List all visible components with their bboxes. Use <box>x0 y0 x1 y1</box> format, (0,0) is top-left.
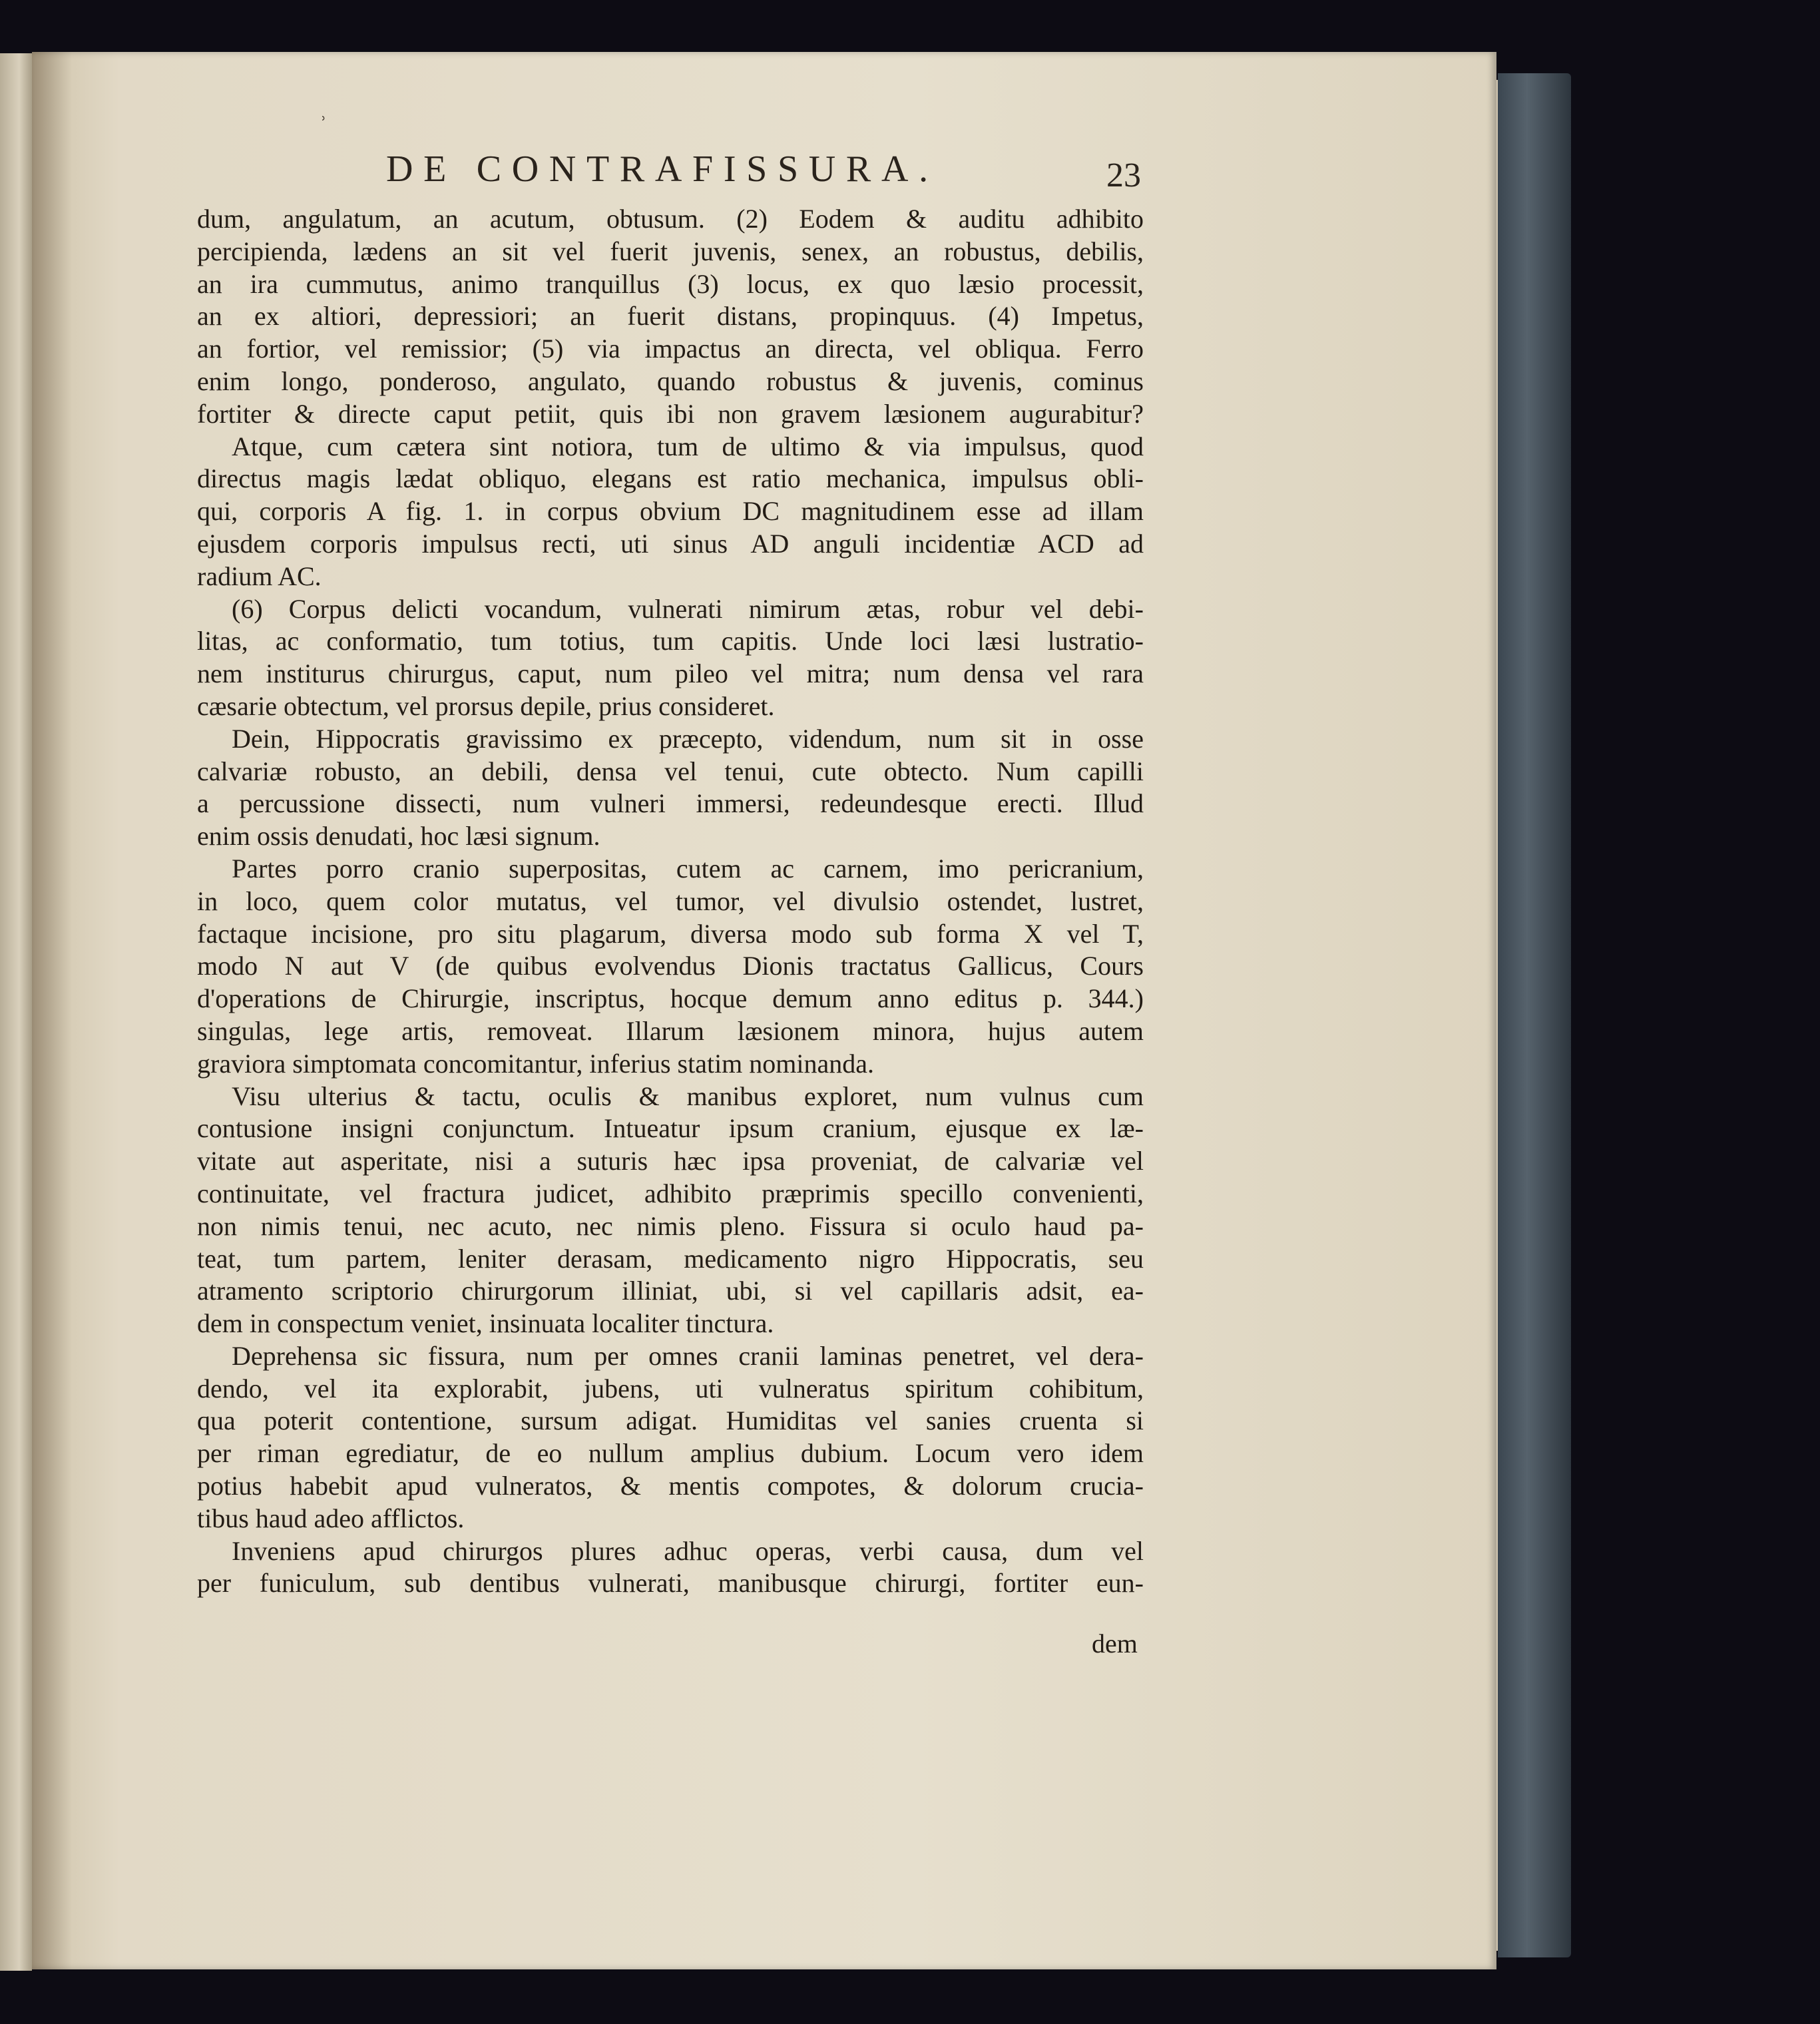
text-line: singulas, lege artis, removeat. Illarum læsionem minora, hujus autem <box>197 1015 1144 1046</box>
text-line: directus magis lædat obliquo, elegans est ratio mechanica, impulsus obli- <box>197 463 1144 494</box>
text-line: fortiter & directe caput petiit, quis ibi non gravem læsionem augurabitur? <box>197 398 1144 429</box>
left-facing-page-edge <box>0 53 32 1971</box>
gutter-shadow <box>32 52 72 1969</box>
text-line: modo N aut V (de quibus evolvendus Dionis tractatus Gallicus, Cours <box>197 951 1144 981</box>
running-head: DE CONTRAFISSURA. <box>386 148 939 190</box>
text-line: dum, angulatum, an acutum, obtusum. (2) Eodem & auditu adhibito <box>197 204 1144 234</box>
page-number: 23 <box>1106 156 1141 194</box>
printer-mark: ʾ <box>320 113 328 138</box>
text-line: Atque, cum cætera sint notiora, tum de ultimo & via impulsus, quod <box>232 431 1144 461</box>
text-line: enim longo, ponderoso, angulato, quando robustus & juvenis, cominus <box>197 366 1144 396</box>
text-line: teat, tum partem, leniter derasam, medicamento nigro Hippocratis, seu <box>197 1243 1144 1274</box>
text-line: qua poterit contentione, sursum adigat. Humiditas vel sanies cruenta si <box>197 1405 1144 1436</box>
text-line: in loco, quem color mutatus, vel tumor, vel divulsio ostendet, lustret, <box>197 886 1144 916</box>
text-line: graviora simptomata concomitantur, inferius statim nominanda. <box>197 1048 875 1079</box>
text-line: radium AC. <box>197 561 322 591</box>
text-line: an fortior, vel remissior; (5) via impactus an directa, vel obliqua. Ferro <box>197 334 1144 364</box>
text-line: continuitate, vel fractura judicet, adhibito præprimis specillo convenienti, <box>197 1178 1144 1208</box>
text-line: an ex altiori, depressiori; an fuerit distans, propinquus. (4) Impetus, <box>197 301 1144 332</box>
text-line: nem institurus chirurgus, caput, num pileo vel mitra; num densa vel rara <box>197 658 1144 689</box>
text-line: (6) Corpus delicti vocandum, vulnerati nimirum ætas, robur vel debi- <box>232 593 1144 624</box>
text-line: Inveniens apud chirurgos plures adhuc operas, verbi causa, dum vel <box>232 1535 1144 1566</box>
text-line: Dein, Hippocratis gravissimo ex præcepto, videndum, num sit in osse <box>232 723 1144 754</box>
text-line: litas, ac conformatio, tum totius, tum capitis. Unde loci læsi lustratio- <box>197 626 1144 656</box>
catchword: dem <box>1092 1629 1138 1658</box>
text-line: atramento scriptorio chirurgorum illiniat, ubi, si vel capillaris adsit, ea- <box>197 1276 1144 1306</box>
text-line: per funiculum, sub dentibus vulnerati, manibusque chirurgi, fortiter eun- <box>197 1568 1144 1599</box>
text-line: a percussione dissecti, num vulneri immersi, redeundesque erecti. Illud <box>197 788 1144 819</box>
text-line: Partes porro cranio superpositas, cutem ac carnem, imo pericranium, <box>232 853 1144 884</box>
text-line: non nimis tenui, nec acuto, nec nimis pleno. Fissura si oculo haud pa- <box>197 1210 1144 1241</box>
text-line: qui, corporis A fig. 1. in corpus obvium DC magnitudinem esse ad illam <box>197 496 1144 527</box>
text-line: Visu ulterius & tactu, oculis & manibus exploret, num vulnus cum <box>232 1081 1144 1111</box>
text-line: calvariæ robusto, an debili, densa vel tenui, cute obtecto. Num capilli <box>197 756 1144 786</box>
text-line: Deprehensa sic fissura, num per omnes cranii laminas penetret, vel dera- <box>232 1340 1144 1371</box>
text-line: tibus haud adeo afflictos. <box>197 1503 465 1533</box>
text-line: vitate aut asperitate, nisi a suturis hæc ipsa proveniat, de calvariæ vel <box>197 1146 1144 1176</box>
text-line: dendo, vel ita explorabit, jubens, uti vulneratus spiritum cohibitum, <box>197 1373 1144 1403</box>
text-line: per riman egrediatur, de eo nullum amplius dubium. Locum vero idem <box>197 1438 1144 1469</box>
text-line: enim ossis denudati, hoc læsi signum. <box>197 821 600 852</box>
text-line: factaque incisione, pro situ plagarum, diversa modo sub forma X vel T, <box>197 918 1144 949</box>
text-line: d'operations de Chirurgie, inscriptus, hocque demum anno editus p. 344.) <box>197 983 1144 1014</box>
text-line: potius habebit apud vulneratos, & mentis compotes, & dolorum crucia- <box>197 1471 1144 1501</box>
text-line: contusione insigni conjunctum. Intueatur ipsum cranium, ejusque ex læ- <box>197 1113 1144 1144</box>
text-line: an ira cummutus, animo tranquillus (3) locus, ex quo læsio processit, <box>197 268 1144 299</box>
text-line: cæsarie obtectum, vel prorsus depile, prius consideret. <box>197 690 775 721</box>
text-line: percipienda, lædens an sit vel fuerit juvenis, senex, an robustus, debilis, <box>197 236 1144 266</box>
book-cover <box>1498 73 1571 1957</box>
text-line: dem in conspectum veniet, insinuata localiter tinctura. <box>197 1308 774 1339</box>
text-line: ejusdem corporis impulsus recti, uti sinus AD anguli incidentiæ ACD ad <box>197 528 1144 559</box>
body-text <box>197 203 1144 1600</box>
